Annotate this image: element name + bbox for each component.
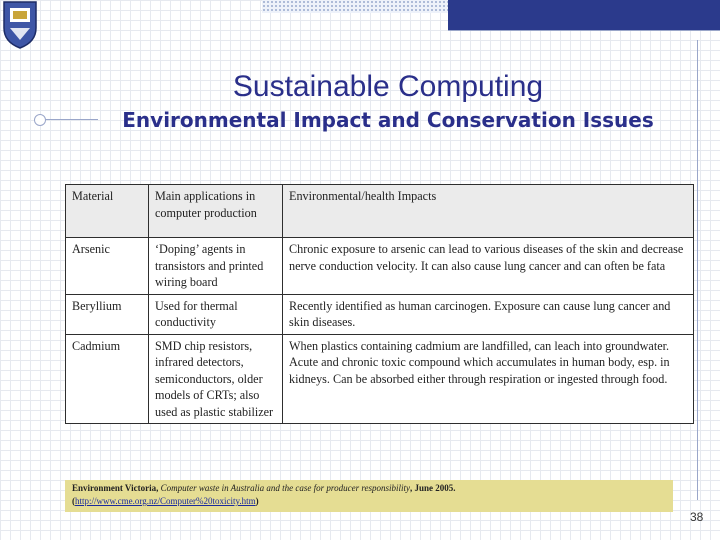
cell-impacts: When plastics containing cadmium are landfilled, can leach into groundwater. Acute and chronic toxic compound which accumulates in human body, esp. in kidneys. Can be absorbed either through respiration or ingested through food. bbox=[283, 334, 694, 424]
cell-applications: ‘Doping’ agents in transistors and printed wiring board bbox=[149, 238, 283, 295]
header-dotted-pattern bbox=[262, 0, 448, 13]
header-applications: Main applications in computer production bbox=[149, 185, 283, 238]
university-crest-logo bbox=[0, 0, 40, 50]
cell-applications: Used for thermal conductivity bbox=[149, 294, 283, 334]
page-number: 38 bbox=[690, 510, 704, 524]
materials-table bbox=[65, 184, 694, 424]
slide-title: Sustainable Computing bbox=[232, 70, 544, 103]
citation-title: Computer waste in Australia and the case for producer responsibility bbox=[160, 483, 411, 493]
citation-close-paren: ) bbox=[255, 496, 259, 506]
citation-date: , June 2005. bbox=[410, 483, 456, 493]
header-accent-bar bbox=[448, 0, 720, 30]
citation-open-paren: ( bbox=[72, 496, 75, 506]
cell-impacts: Chronic exposure to arsenic can lead to various diseases of the skin and decrease nerve conduction velocity. It can also cause lung cancer and can often be fata bbox=[283, 238, 694, 295]
table-header-row bbox=[66, 185, 694, 238]
cell-impacts: Recently identified as human carcinogen. Exposure can cause lung cancer and skin diseases. bbox=[283, 294, 694, 334]
cell-material: Cadmium bbox=[66, 334, 149, 424]
slide-subtitle: Environmental Impact and Conservation Issues bbox=[122, 108, 654, 132]
cell-material: Arsenic bbox=[66, 238, 149, 295]
table-row bbox=[66, 334, 694, 424]
table-row bbox=[66, 294, 694, 334]
header-material: Material bbox=[66, 185, 149, 238]
header-impacts: Environmental/health Impacts bbox=[283, 185, 694, 238]
header-rule bbox=[448, 30, 720, 31]
cell-applications: SMD chip resistors, infrared detectors, semiconductors, older models of CRTs; also used as plastic stabilizer bbox=[149, 334, 283, 424]
table-row bbox=[66, 238, 694, 295]
citation-link[interactable]: http://www.cme.org.nz/Computer%20toxicity.htm bbox=[75, 496, 256, 506]
source-citation bbox=[65, 480, 673, 512]
citation-author: Environment Victoria, bbox=[72, 483, 159, 493]
cell-material: Beryllium bbox=[66, 294, 149, 334]
